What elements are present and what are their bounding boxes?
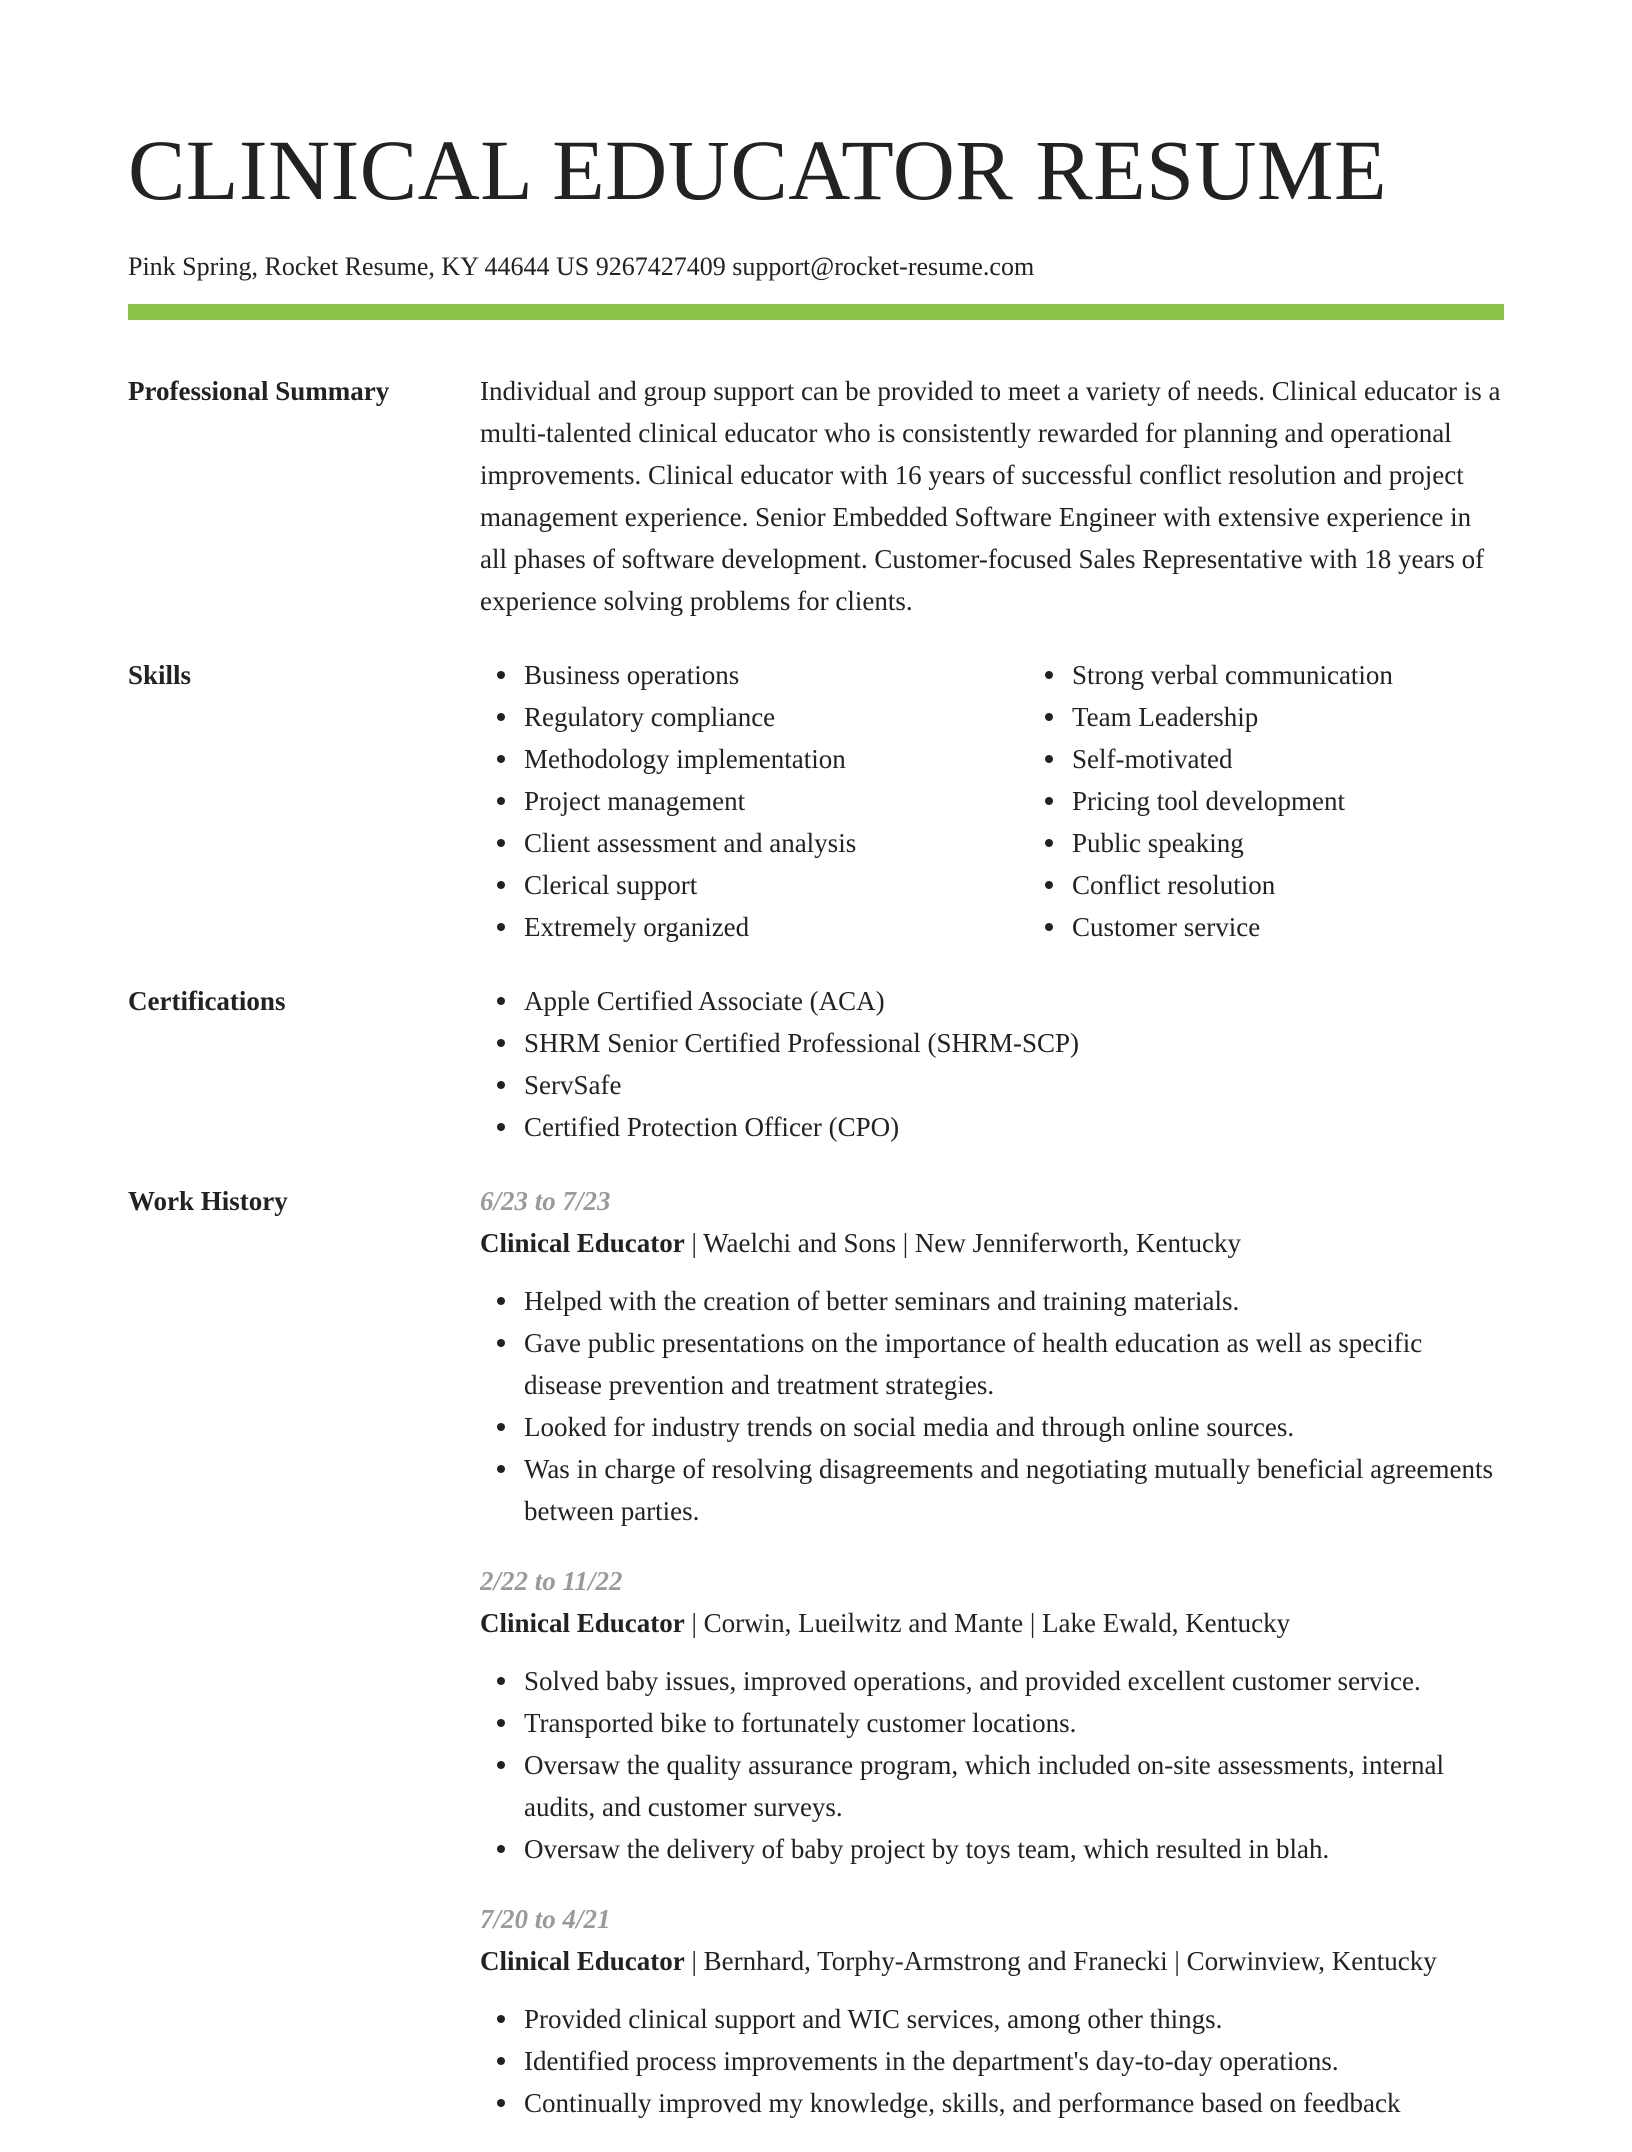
job-duties-list [480,1660,1504,1870]
skill-item: Clerical support [524,864,1028,906]
job-entry [480,1898,1504,2124]
job-heading [480,1222,1504,1264]
header-divider [128,304,1504,320]
resume-page [128,0,1504,2152]
skill-item: Conflict resolution [1072,864,1576,906]
skill-item: Customer service [1072,906,1576,948]
job-dates: 6/23 to 7/23 [480,1186,611,1216]
skill-item: Extremely organized [524,906,1028,948]
job-employer-location: | Waelchi and Sons | New Jenniferworth, Kentucky [684,1228,1242,1258]
skill-item: Business operations [524,654,1028,696]
job-duty: Oversaw the delivery of baby project by toys team, which resulted in blah. [524,1828,1504,1870]
professional-summary-section [128,370,1504,622]
section-heading-skills: Skills [128,660,192,690]
work-history-section [128,1180,1504,2152]
section-heading-work-history: Work History [128,1186,288,1216]
job-duty: Identified process improvements in the department's day-to-day operations. [524,2040,1504,2082]
job-dates: 7/20 to 4/21 [480,1904,611,1934]
certifications-list [480,980,1504,1148]
job-employer-location: | Corwin, Lueilwitz and Mante | Lake Ewald, Kentucky [684,1608,1291,1638]
certification-item: Apple Certified Associate (ACA) [524,980,1504,1022]
skills-list-right [1028,654,1576,948]
job-duty: Looked for industry trends on social media and through online sources. [524,1406,1504,1448]
resume-title: CLINICAL EDUCATOR RESUME [128,122,1388,218]
job-employer-location: | Bernhard, Torphy-Armstrong and Franecki | Corwinview, Kentucky [684,1946,1437,1976]
skills-list-left [480,654,1028,948]
job-title: Clinical Educator [480,1228,685,1258]
certification-item: Certified Protection Officer (CPO) [524,1106,1504,1148]
skill-item: Client assessment and analysis [524,822,1028,864]
job-duty: Transported bike to fortunately customer locations. [524,1702,1504,1744]
skills-grid [480,654,1576,948]
job-entry [480,1180,1504,1532]
skill-item: Project management [524,780,1028,822]
job-duty: Provided clinical support and WIC services, among other things. [524,1998,1504,2040]
contact-info: Pink Spring, Rocket Resume, KY 44644 US 9267427409 support@rocket-resume.com [128,252,1035,281]
section-heading-summary: Professional Summary [128,376,390,406]
skill-item: Self-motivated [1072,738,1576,780]
skill-item: Public speaking [1072,822,1576,864]
job-title: Clinical Educator [480,1608,685,1638]
certification-item: ServSafe [524,1064,1504,1106]
job-duties-list [480,1998,1504,2124]
job-duty: Helped with the creation of better seminars and training materials. [524,1280,1504,1322]
job-title: Clinical Educator [480,1946,685,1976]
certification-item: SHRM Senior Certified Professional (SHRM-SCP) [524,1022,1504,1064]
skill-item: Team Leadership [1072,696,1576,738]
summary-text: Individual and group support can be provided to meet a variety of needs. Clinical educator is a multi-talented clinical educator who is consistently rewarded for planning and operational improvements. Clinical educator with 16 years of successful conflict resolution and project management experience. Senior Embedded Software Engineer with extensive experience in all phases of software development. Customer-focused Sales Representative with 18 years of experience solving problems for clients. [480,376,1501,616]
job-duty: Solved baby issues, improved operations, and provided excellent customer service. [524,1660,1504,1702]
skills-section [128,654,1504,948]
job-duty: Continually improved my knowledge, skills, and performance based on feedback [524,2082,1504,2124]
skill-item: Methodology implementation [524,738,1028,780]
job-heading [480,1602,1504,1644]
job-dates: 2/22 to 11/22 [480,1566,623,1596]
section-heading-certifications: Certifications [128,986,286,1016]
job-duty: Oversaw the quality assurance program, which included on-site assessments, internal audits, and customer surveys. [524,1744,1504,1828]
job-duty: Was in charge of resolving disagreements and negotiating mutually beneficial agreements between parties. [524,1448,1504,1532]
job-duties-list [480,1280,1504,1532]
certifications-section [128,980,1504,1148]
job-heading [480,1940,1504,1982]
skill-item: Pricing tool development [1072,780,1576,822]
skill-item: Regulatory compliance [524,696,1028,738]
job-entry [480,1560,1504,1870]
skill-item: Strong verbal communication [1072,654,1576,696]
job-duty: Gave public presentations on the importance of health education as well as specific disease prevention and treatment strategies. [524,1322,1504,1406]
